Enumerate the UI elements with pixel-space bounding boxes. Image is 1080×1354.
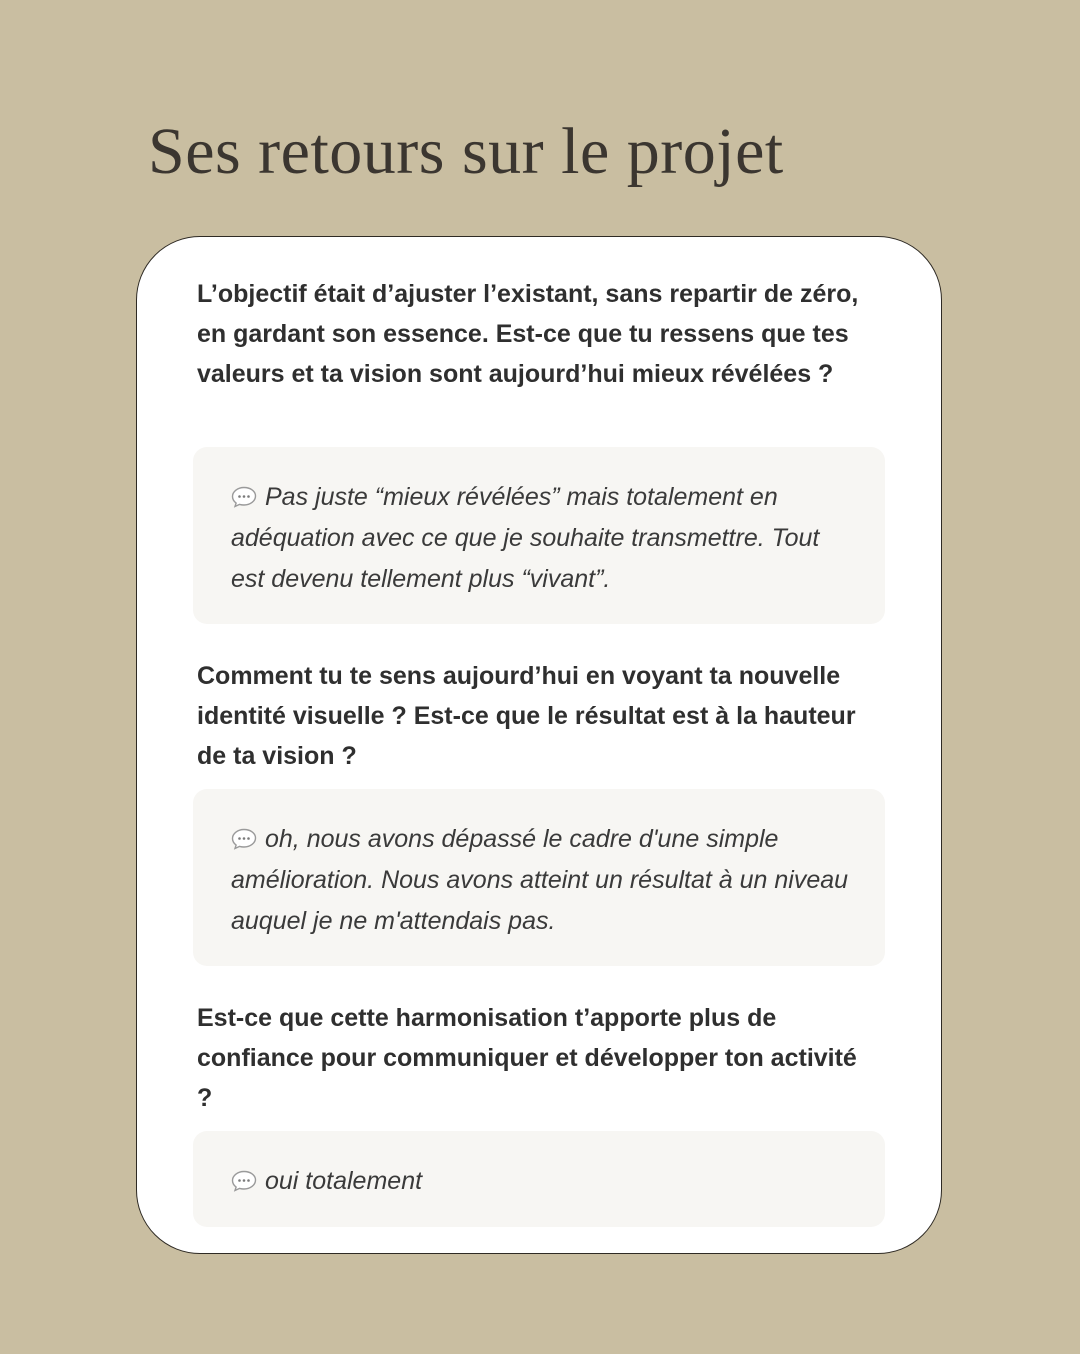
answer-2: oh, nous avons dépassé le cadre d'une simple amélioration. Nous avons atteint un résultat à un niveau auquel je ne m'attendais pas.	[231, 825, 849, 935]
answer-box-3	[193, 1131, 885, 1227]
question-2: Comment tu te sens aujourd’hui en voyant ta nouvelle identité visuelle ? Est-ce que le résultat est à la hauteur de ta vision ?	[197, 662, 856, 770]
speech-bubble-icon	[231, 1170, 257, 1192]
page-title: Ses retours sur le projet	[148, 115, 784, 188]
speech-bubble-icon	[231, 486, 257, 508]
answer-1: Pas juste “mieux révélées” mais totalement en adéquation avec ce que je souhaite transmettre. Tout est devenu tellement plus “vivant”.	[231, 483, 820, 593]
feedback-card	[136, 236, 942, 1254]
speech-bubble-icon	[231, 828, 257, 850]
answer-3: oui totalement	[265, 1167, 423, 1195]
question-3: Est-ce que cette harmonisation t’apporte plus de confiance pour communiquer et développer ton activité ?	[197, 1004, 857, 1112]
answer-box-2	[193, 789, 885, 966]
answer-box-1	[193, 447, 885, 624]
question-1: L’objectif était d’ajuster l’existant, sans repartir de zéro, en gardant son essence. Est-ce que tu ressens que tes valeurs et ta vision sont aujourd’hui mieux révélées ?	[197, 280, 859, 388]
